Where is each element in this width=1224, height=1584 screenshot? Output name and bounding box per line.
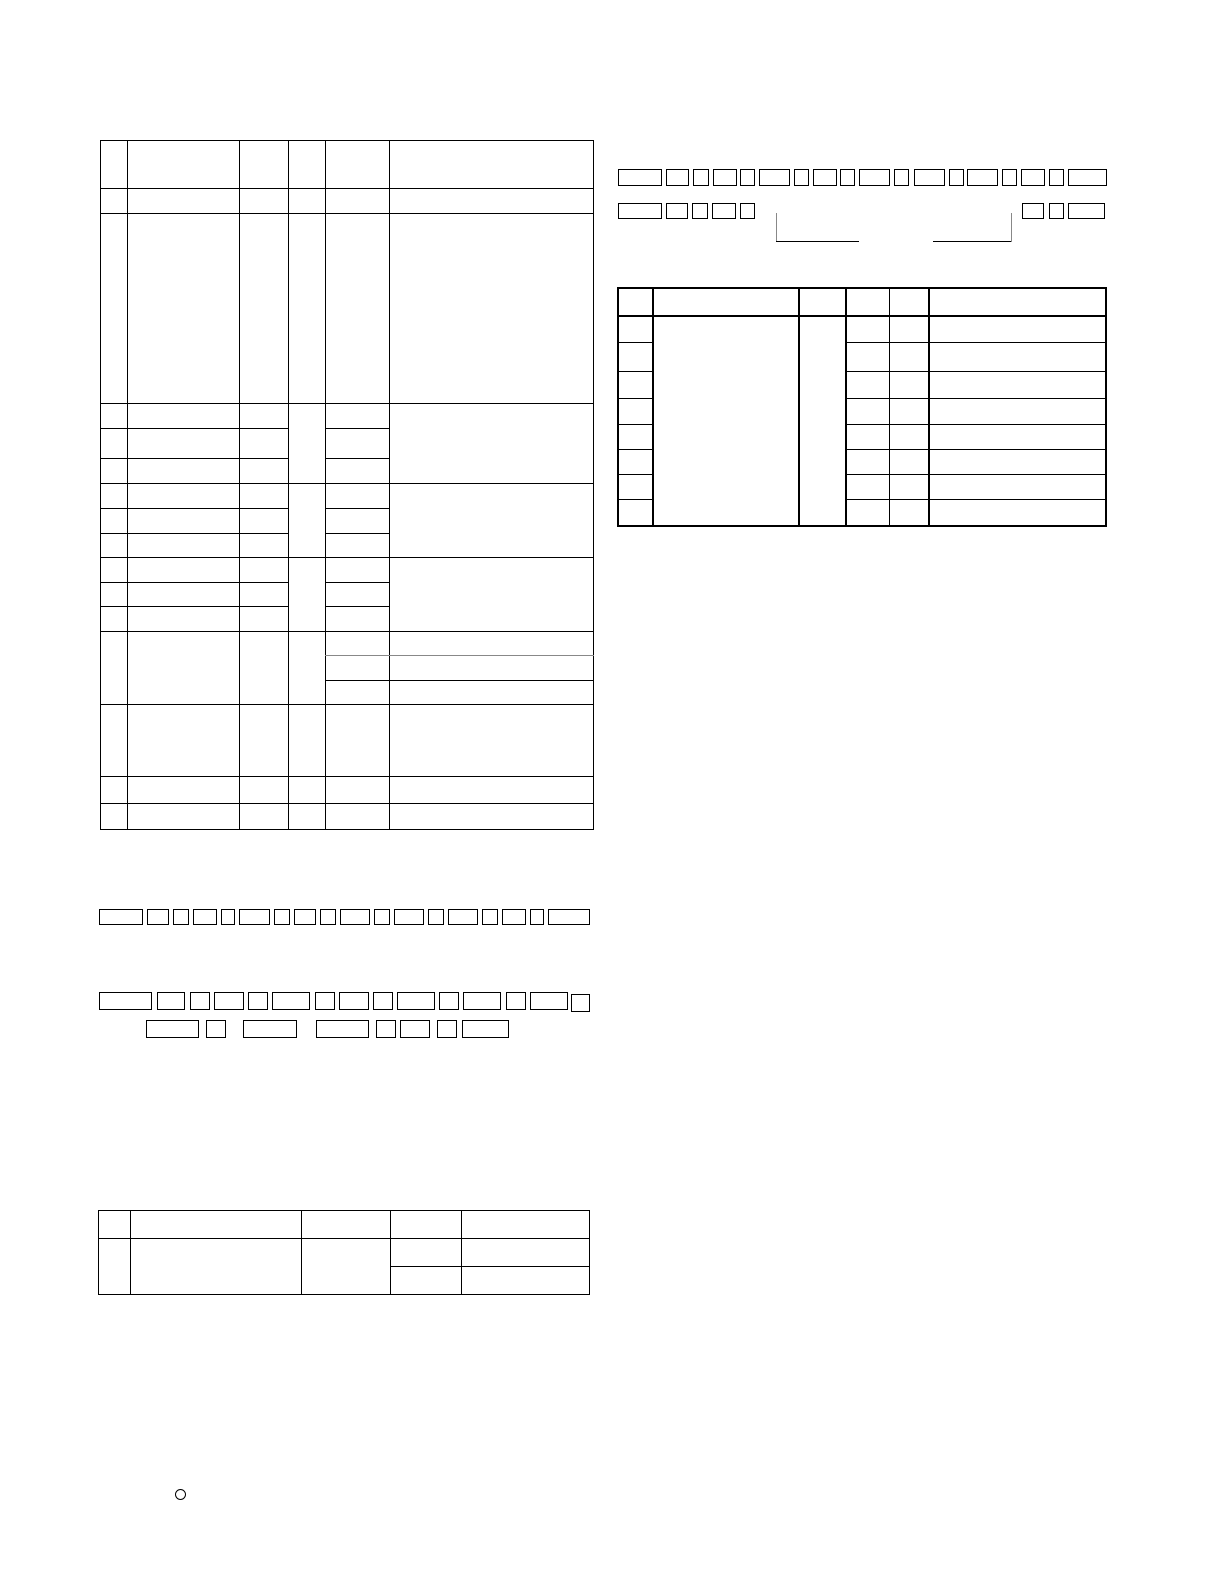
left-main-table [100, 140, 594, 830]
bracket-line [776, 241, 859, 242]
col-line [461, 1210, 462, 1295]
bracket-line [776, 213, 777, 242]
field-box [712, 203, 736, 219]
col-line [301, 1210, 302, 1295]
field-box [894, 169, 909, 186]
col-line [798, 287, 800, 527]
field-box [949, 169, 964, 186]
field-box [340, 909, 370, 925]
field-box [502, 909, 526, 925]
field-box [206, 1020, 226, 1038]
col-line [389, 140, 390, 830]
field-box [463, 992, 501, 1010]
field-box [618, 203, 662, 219]
field-box [506, 992, 526, 1010]
field-box [190, 992, 210, 1010]
row-line [98, 1238, 590, 1239]
col-line [130, 1210, 131, 1295]
field-box [221, 909, 235, 925]
field-box [967, 169, 998, 186]
row-line-partial [617, 342, 653, 343]
row-line [100, 403, 594, 404]
field-box [400, 1020, 430, 1038]
row-line-partial [617, 371, 653, 372]
field-box [239, 909, 270, 925]
field-box [482, 909, 498, 925]
field-box [571, 994, 590, 1012]
row-line-partial [100, 533, 289, 534]
row-line-partial [100, 582, 289, 583]
field-box [666, 169, 689, 186]
bracket-line [933, 241, 1012, 242]
row-line-partial [846, 449, 1107, 450]
row-line-partial [846, 474, 1107, 475]
field-box [320, 909, 336, 925]
field-box [1049, 203, 1064, 219]
row-line-partial [617, 398, 653, 399]
field-box [759, 169, 790, 186]
field-box [272, 992, 310, 1010]
row-line [100, 483, 594, 484]
field-box [428, 909, 444, 925]
field-box [146, 1020, 199, 1038]
field-box [1002, 169, 1017, 186]
left-main-table-frame [100, 140, 594, 830]
field-box [1022, 203, 1044, 219]
col-line [845, 287, 847, 527]
field-box [740, 169, 755, 186]
row-line [100, 776, 594, 777]
field-box [214, 992, 244, 1010]
col-line [928, 287, 930, 527]
field-box [1049, 169, 1064, 186]
col-line [288, 140, 289, 830]
field-box [157, 992, 185, 1010]
row-line-partial [325, 655, 594, 656]
row-line-partial [100, 428, 289, 429]
col-line [239, 140, 240, 830]
field-box [1068, 203, 1105, 219]
col-line [325, 140, 326, 830]
field-box [294, 909, 316, 925]
row-line-partial [846, 398, 1107, 399]
row-line [100, 631, 594, 632]
row-line-partial [617, 474, 653, 475]
field-box [439, 992, 459, 1010]
row-line [100, 803, 594, 804]
field-box [193, 909, 217, 925]
field-box [859, 169, 890, 186]
field-box [339, 992, 369, 1010]
row-line-partial [325, 606, 390, 607]
bracket-line [1011, 213, 1012, 242]
field-box [740, 203, 755, 219]
field-box [99, 992, 152, 1010]
right-table [617, 287, 1107, 527]
right-table-frame [617, 287, 1107, 527]
row-line-partial [325, 458, 390, 459]
field-box [713, 169, 737, 186]
field-box [448, 909, 478, 925]
field-box [794, 169, 809, 186]
row-line-partial [325, 508, 390, 509]
row-line-partial [846, 424, 1107, 425]
row-line-partial [325, 533, 390, 534]
field-box [315, 992, 335, 1010]
field-box [692, 203, 708, 219]
row-line-partial [846, 499, 1107, 500]
col-line [652, 287, 654, 527]
field-box [173, 909, 189, 925]
field-box [437, 1020, 457, 1038]
row-line-partial [100, 458, 289, 459]
row-line [617, 315, 1107, 317]
col-line [127, 140, 128, 830]
row-line [100, 188, 594, 189]
field-box [373, 992, 393, 1010]
field-box [1068, 169, 1107, 186]
row-line-partial [100, 508, 289, 509]
row-line-partial [617, 449, 653, 450]
field-box [914, 169, 945, 186]
field-box [374, 909, 390, 925]
col-line [390, 1210, 391, 1295]
row-line-partial [846, 371, 1107, 372]
field-box [397, 992, 435, 1010]
field-box [147, 909, 169, 925]
field-box [394, 909, 424, 925]
field-box [530, 909, 544, 925]
field-box [376, 1020, 396, 1038]
row-line-partial [617, 499, 653, 500]
field-box [548, 909, 590, 925]
field-box [274, 909, 290, 925]
field-box [99, 909, 143, 925]
row-line [100, 704, 594, 705]
field-box [316, 1020, 369, 1038]
row-line [100, 213, 594, 214]
field-box [530, 992, 568, 1010]
left-bottom-table-frame [98, 1210, 590, 1295]
row-line [100, 557, 594, 558]
field-box [243, 1020, 297, 1038]
row-line-partial [390, 1266, 590, 1267]
field-box [618, 169, 662, 186]
field-box [693, 169, 709, 186]
row-line-partial [325, 582, 390, 583]
row-line-partial [325, 428, 390, 429]
circle-icon [175, 1489, 186, 1500]
row-line-partial [617, 424, 653, 425]
field-box [840, 169, 855, 186]
row-line-partial [325, 680, 594, 681]
left-bottom-table [98, 1210, 590, 1295]
row-line-partial [846, 342, 1107, 343]
field-box [813, 169, 837, 186]
field-box [1021, 169, 1045, 186]
field-box [462, 1020, 509, 1038]
field-box [248, 992, 268, 1010]
col-line [889, 287, 890, 527]
row-line-partial [100, 606, 289, 607]
field-box [666, 203, 688, 219]
